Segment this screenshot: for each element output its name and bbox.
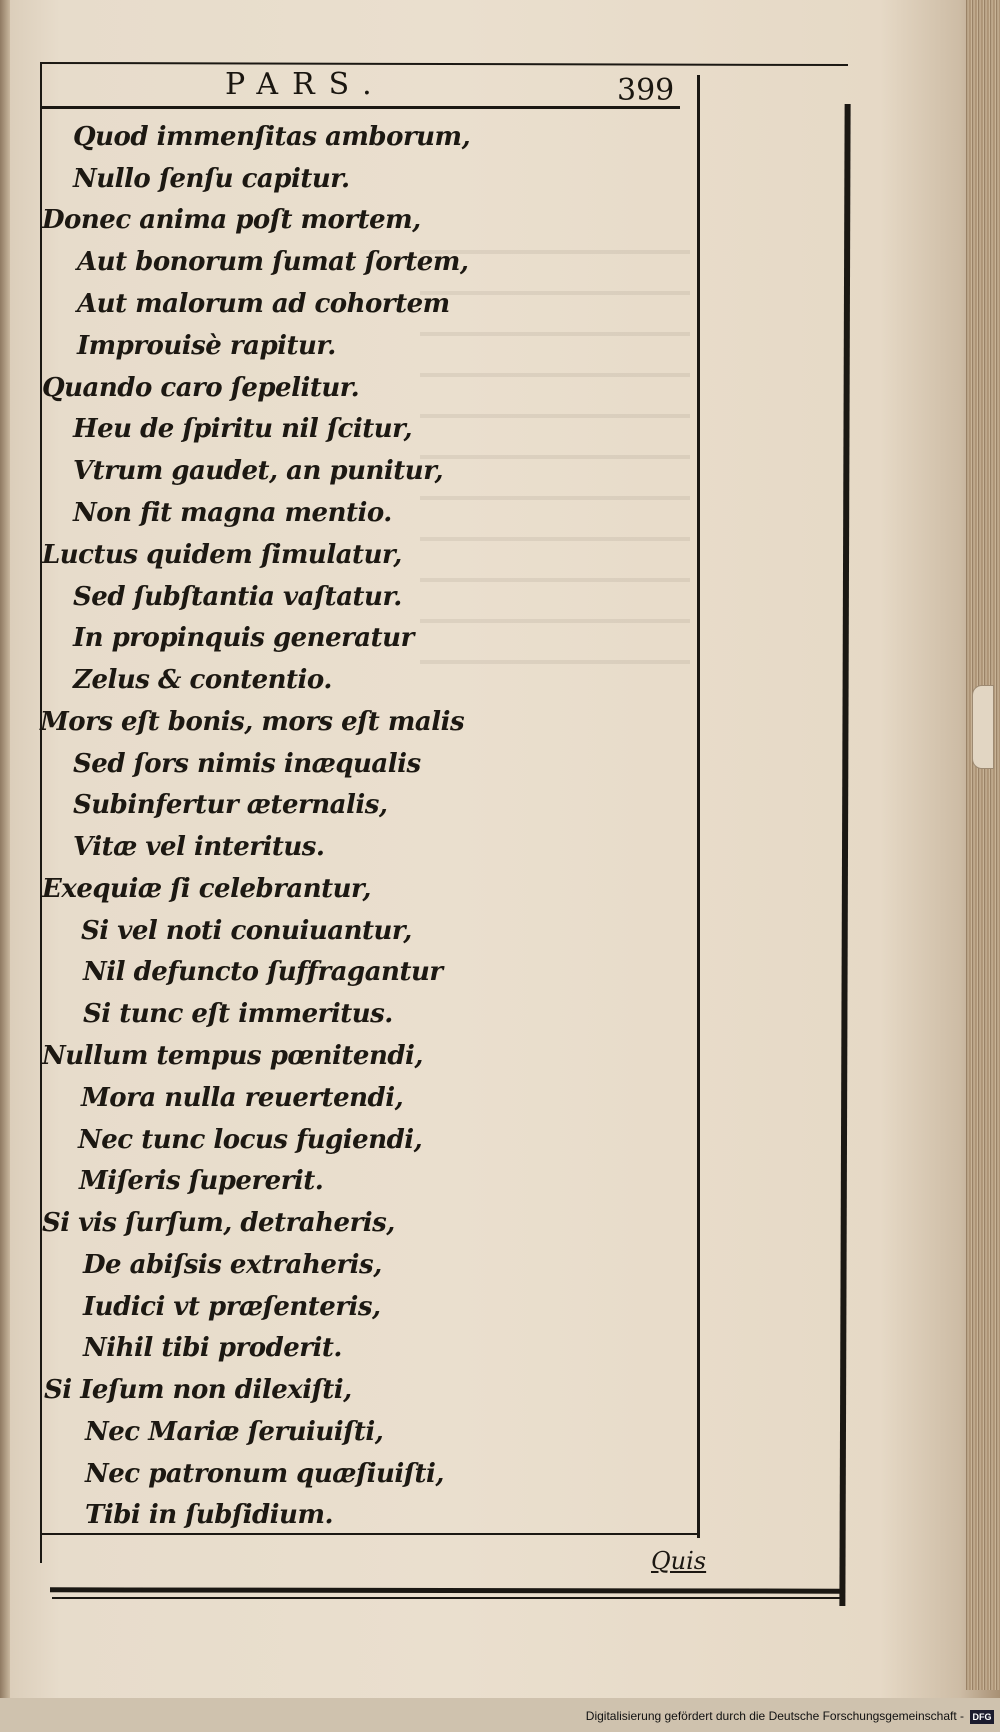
- verse-line: Subinfertur æternalis,: [73, 790, 388, 820]
- verse-line: Mora nulla reuertendi,: [81, 1083, 404, 1113]
- verse-line: Nihil tibi proderit.: [83, 1333, 342, 1363]
- verse-line: Nec patronum quæſiuiſti,: [85, 1459, 444, 1489]
- verse-line: Iudici vt præſenteris,: [83, 1292, 381, 1322]
- verse-line: Tibi in ſubſidium.: [85, 1500, 334, 1530]
- verse-line: Nec Mariæ ſeruiuiſti,: [85, 1417, 384, 1447]
- verse-line: Non fit magna mentio.: [73, 498, 392, 528]
- frame-outer-right-rule: [839, 104, 850, 1606]
- verse-line: Quando caro ſepelitur.: [42, 373, 360, 403]
- verse-line: Nullum tempus pœnitendi,: [42, 1041, 423, 1071]
- verse-line: Heu de ſpiritu nil ſcitur,: [73, 414, 412, 444]
- verse-line: Nil defuncto ſuffragantur: [83, 957, 443, 987]
- verse-line: Donec anima poſt mortem,: [42, 205, 421, 235]
- footer-strip: [0, 1698, 1000, 1732]
- verse-line: De abiſsis extraheris,: [83, 1250, 382, 1280]
- running-head: PARS.: [225, 67, 386, 102]
- frame-top-rule: [40, 62, 848, 66]
- verse-line: Zelus & contentio.: [73, 665, 332, 695]
- verse-line: Exequiæ ſi celebrantur,: [42, 874, 371, 904]
- verse-line: Mors eſt bonis, mors eſt malis: [40, 707, 465, 737]
- verse-line: Si tunc eſt immeritus.: [83, 999, 393, 1029]
- verse-line: Luctus quidem ſimulatur,: [42, 540, 402, 570]
- show-through-text: [420, 230, 690, 700]
- verse-line: Sed ſubſtantia vaſtatur.: [73, 582, 402, 612]
- page-tab: [972, 685, 994, 769]
- binding-shadow: [0, 0, 10, 1732]
- frame-base-thick-rule: [50, 1587, 840, 1593]
- verse-line: Vitæ vel interitus.: [73, 832, 325, 862]
- frame-bottom-rule: [40, 1533, 700, 1535]
- frame-inner-right-rule: [697, 75, 700, 1538]
- verse-line: Si vis ſurſum, detraheris,: [42, 1208, 395, 1238]
- verse-line: Aut malorum ad cohortem: [77, 289, 450, 319]
- verse-line: Sed ſors nimis inæqualis: [73, 749, 421, 779]
- digitization-credit: Digitalisierung gefördert durch die Deutsche Forschungsgemeinschaft -: [585, 1709, 964, 1723]
- frame-base-thin-rule: [52, 1597, 842, 1599]
- header-rule: [40, 106, 680, 109]
- verse-line: Si vel noti conuiuantur,: [81, 916, 412, 946]
- verse-line: Improuisè rapitur.: [77, 331, 336, 361]
- verse-line: Quod immenſitas amborum,: [73, 122, 471, 152]
- verse-line: Nec tunc locus fugiendi,: [78, 1125, 423, 1155]
- page-number: 399: [617, 73, 675, 108]
- catchword: Quis: [651, 1547, 707, 1575]
- frame-left-rule: [40, 63, 42, 1563]
- verse-line: Nullo ſenſu capitur.: [73, 164, 350, 194]
- dfg-logo: DFG: [970, 1710, 994, 1724]
- verse-line: Vtrum gaudet, an punitur,: [73, 456, 444, 486]
- verse-line: Si Ieſum non dilexiſti,: [44, 1375, 352, 1405]
- verse-line: Aut bonorum ſumat ſortem,: [77, 247, 469, 277]
- verse-line: In propinquis generatur: [73, 623, 414, 653]
- page-edges: [966, 0, 1000, 1690]
- verse-line: Miſeris ſupererit.: [79, 1166, 324, 1196]
